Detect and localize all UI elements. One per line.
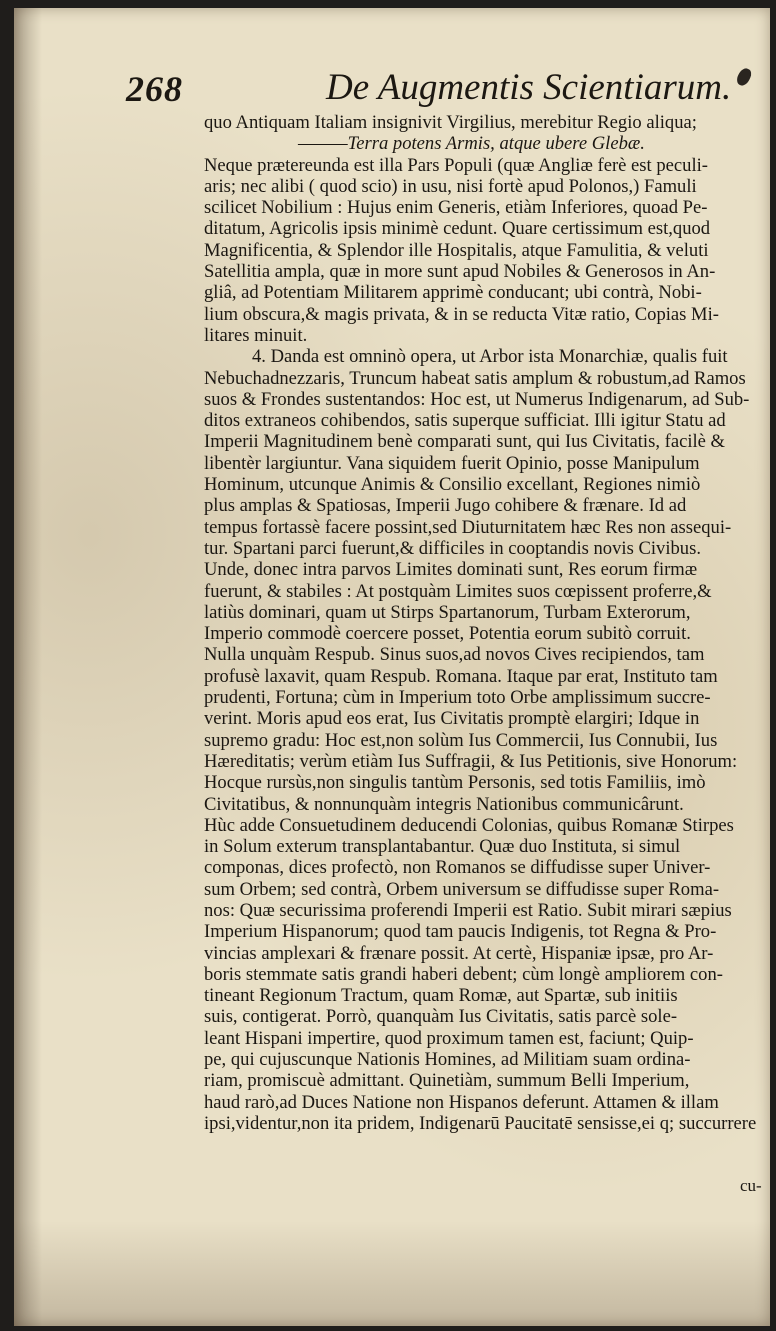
text-line: scilicet Nobilium : Hujus enim Generis, etiàm Inferiores, quoad Pe- [204,197,708,219]
running-title: De Augmentis Scientiarum. [326,67,732,108]
text-line: profusè laxavit, quam Respub. Romana. Itaque par erat, Instituto tam [204,665,718,687]
text-line: Satellitia ampla, quæ in more sunt apud Nobiles & Generosos in An- [204,261,716,283]
text-line: Nulla unquàm Respub. Sinus suos,ad novos Cives recipiendos, tam [204,644,705,666]
text-line: Magnificentia, & Splendor ille Hospitalis, atque Famulitia, & veluti [204,239,709,261]
text-line: Hocque rursùs,non singulis tantùm Personis, sed totis Familiis, imò [204,772,706,794]
text-line: prudenti, Fortuna; cùm in Imperium toto Orbe amplissimum succre- [204,687,711,709]
text-line: tur. Spartani parci fuerunt,& difficiles in cooptandis novis Civibus. [204,537,701,559]
text-line: sum Orbem; sed contrà, Orbem universum se diffudisse super Roma- [204,878,720,900]
paragraph-start-line: 4. Danda est omninò opera, ut Arbor ista Monarchiæ, qualis fuit [252,346,728,368]
text-line: boris stemmate satis grandi haberi debent; cùm longè ampliorem con- [204,963,723,985]
text-line: tineant Regionum Tractum, quam Romæ, aut Spartæ, sub initiis [204,985,678,1007]
text-line: tempus fortassè facere possint,sed Diuturnitatem hæc Res non assequi- [204,516,732,538]
text-line: Unde, donec intra parvos Limites dominati sunt, Res eorum firmæ [204,559,698,581]
catchword: cu- [740,1176,762,1195]
verse-line: ———Terra potens Armis, atque ubere Glebæ. [298,133,645,155]
text-line: litares minuit. [204,324,308,346]
text-line: fuerunt, & stabiles : At postquàm Limites suos cœpissent proferre,& [204,580,712,602]
text-line: Imperium Hispanorum; quod tam paucis Indigenis, tot Regna & Pro- [204,921,717,943]
text-line: Hæreditatis; verùm etiàm Ius Suffragii, & Ius Petitionis, sive Honorum: [204,750,738,772]
text-line: ipsi,videntur,non ita pridem, Indigenarū Paucitatē sensisse,ei q; succurrere [204,1112,757,1134]
text-line: verint. Moris apud eos erat, Ius Civitatis promptè elargiri; Idque in [204,708,700,730]
page-number: 268 [126,69,183,109]
text-line: leant Hispani impertire, quod proximum tamen est, faciunt; Quip- [204,1027,694,1049]
text-line: quo Antiquam Italiam insignivit Virgilius, merebitur Regio aliqua; [204,112,697,133]
text-line: latiùs dominari, quam ut Stirps Spartanorum, Turbam Exterorum, [204,601,691,623]
text-line: Civitatibus, & nonnunquàm integris Nationibus communicârunt. [204,793,684,815]
text-line: componas, dices profectò, non Romanos se diffudisse super Univer- [204,857,711,879]
text-line: ditatum, Agricolis ipsis minimè cedunt. Quare certissimum est,quod [204,218,711,240]
text-line: libentèr largiuntur. Vana siquidem fuerit Opinio, posse Manipulum [204,452,700,474]
text-line: Hùc adde Consuetudinem deducendi Colonias, quibus Romanæ Stirpes [204,814,734,836]
ink-blot-mark [735,66,753,87]
text-line: suos & Frondes sustentandos: Hoc est, ut Numerus Indigenarum, ad Sub- [204,388,750,410]
text-line: lium obscura,& magis privata, & in se reducta Vitæ ratio, Copias Mi- [204,303,719,325]
text-line: riam, promiscuè admittant. Quinetiàm, summum Belli Imperium, [204,1070,690,1092]
text-line: Imperio commodè coercere posset, Potentia eorum subitò corruit. [204,623,691,645]
text-line: Hominum, utcunque Animis & Consilio excellant, Regiones nimiò [204,474,701,496]
text-line: ditos extraneos cohibendos, satis superque sufficiat. Illi igitur Statu ad [204,410,726,432]
book-page [14,8,770,1326]
text-line: Nebuchadnezzaris, Truncum habeat satis amplum & robustum,ad Ramos [204,367,746,389]
text-line: haud rarò,ad Duces Natione non Hispanos deferunt. Attamen & illam [204,1091,719,1113]
text-line: supremo gradu: Hoc est,non solùm Ius Commercii, Ius Connubii, Ius [204,729,718,751]
text-line: vincias amplexari & frænare possit. At certè, Hispaniæ ipsæ, pro Ar- [204,942,714,964]
text-line: nos: Quæ securissima proferendi Imperii est Ratio. Subit mirari sæpius [204,899,732,921]
text-line: aris; nec alibi ( quod scio) in usu, nisi fortè apud Polonos,) Famuli [204,175,697,197]
body-text [204,112,764,1134]
text-line: plus amplas & Spatiosas, Imperii Jugo cohibere & frænare. Id ad [204,495,687,517]
text-line: in Solum exterum transplantabantur. Quæ duo Instituta, si simul [204,836,681,858]
text-line: Neque prætereunda est illa Pars Populi (quæ Angliæ ferè est peculi- [204,154,708,176]
text-line: gliâ, ad Potentiam Militarem apprimè conducant; ubi contrà, Nobi- [204,282,702,304]
text-line: Imperii Magnitudinem benè comparati sunt, qui Ius Civitatis, facilè & [204,431,726,453]
text-line: pe, qui cujuscunque Nationis Homines, ad Militiam suam ordina- [204,1049,691,1071]
text-line: suis, contigerat. Porrò, quanquàm Ius Civitatis, satis parcè sole- [204,1006,678,1028]
